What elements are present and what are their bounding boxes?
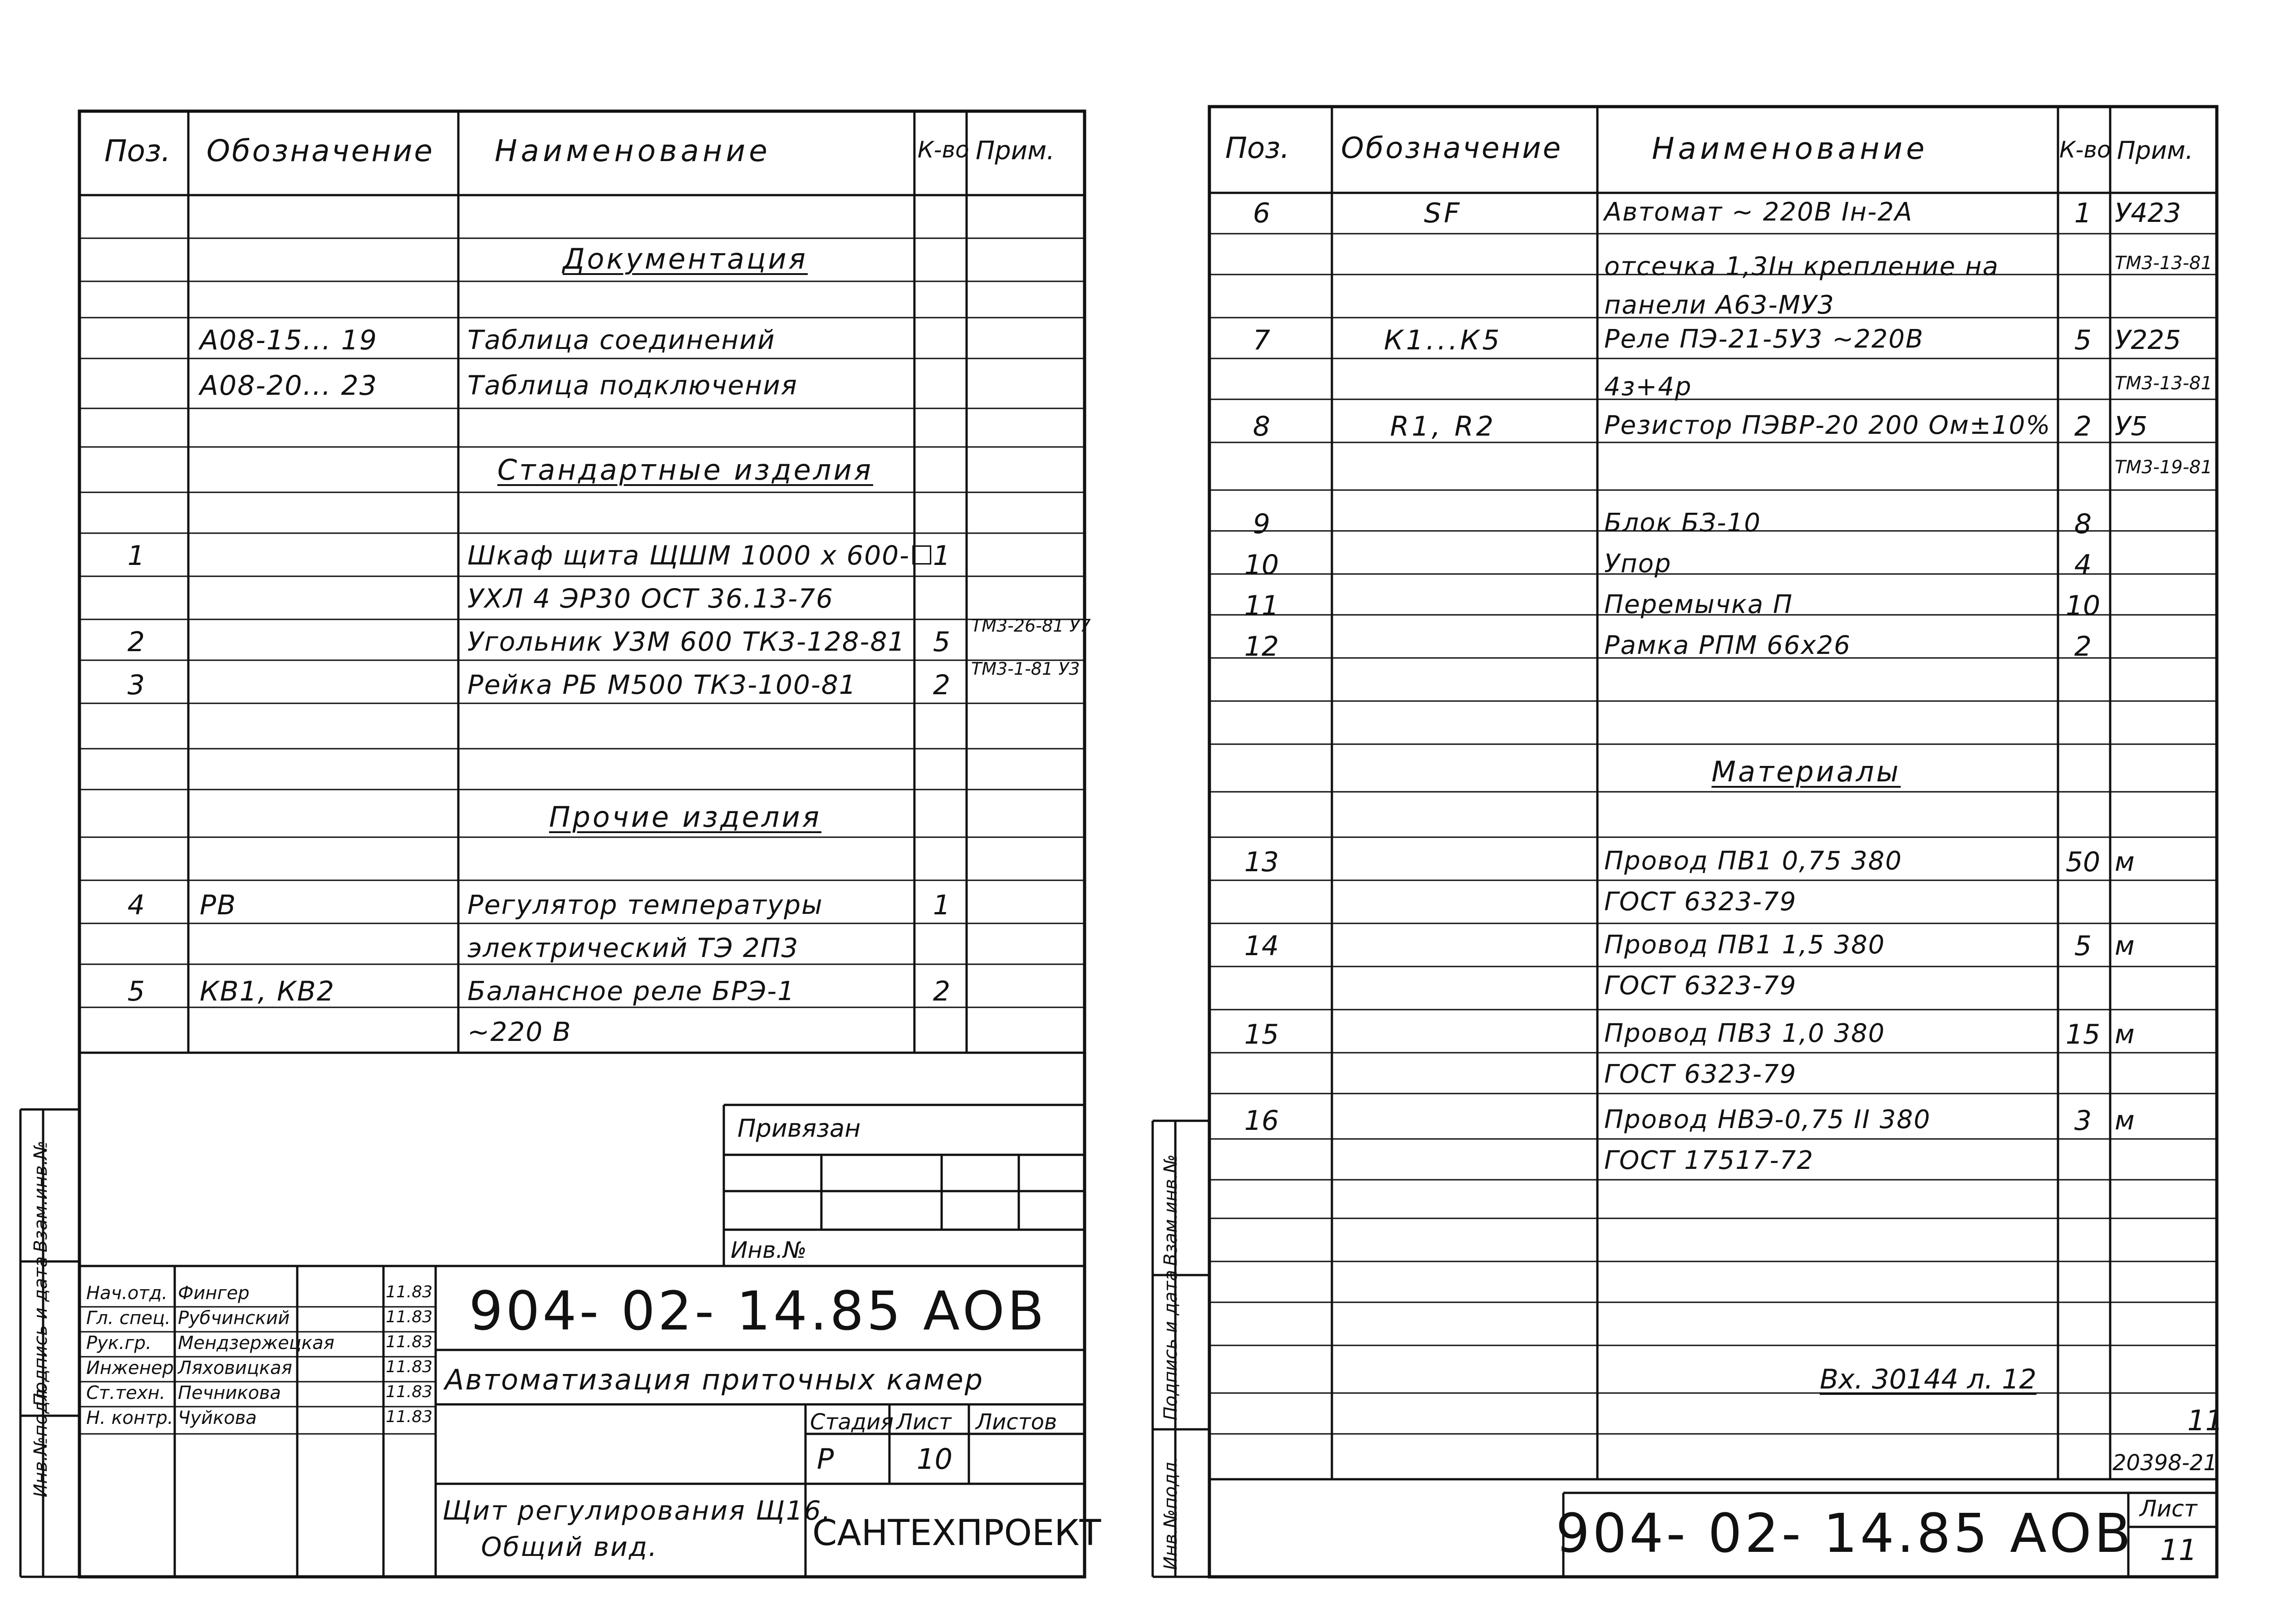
row-qty: 50 (2065, 846, 2101, 878)
row-qty: 8 (2074, 508, 2092, 540)
section-heading: Материалы (1711, 755, 1901, 788)
row-designation: А08-15... 19 (200, 324, 378, 356)
signer-role: Н. контр. (86, 1408, 173, 1428)
left-header-qty: К-во (918, 137, 969, 163)
right-side-label-inv: Инв.№подл. (1160, 1456, 1181, 1570)
left-side-label-inv: Инв.№подл. (30, 1384, 51, 1497)
row-pos: 8 (1252, 411, 1271, 442)
row-qty: 1 (2074, 197, 2092, 229)
signer-date: 11.83 (386, 1408, 433, 1426)
right-header-designation: Обозначение (1341, 132, 1563, 165)
row-note: м (2115, 846, 2135, 877)
row-name: Провод ПВ3 1,0 380 (1604, 1019, 1886, 1048)
row-name: Таблица подключения (467, 370, 798, 401)
stamp-stage-label: Стадия (810, 1409, 894, 1435)
right-header-qty: К-во (2059, 137, 2111, 163)
signer-date: 11.83 (386, 1333, 433, 1351)
row-name: ГОСТ 6323-79 (1604, 971, 1797, 1001)
row-qty: 2 (2074, 411, 2092, 442)
row-qty: 5 (2074, 324, 2092, 356)
row-pos: 9 (1252, 508, 1271, 540)
signer-date: 11.83 (386, 1358, 433, 1376)
stamp-title: Автоматизация приточных камер (445, 1363, 984, 1396)
stamp-code: 904- 02- 14.85 АОВ (469, 1280, 1047, 1342)
stamp-sheet-label: Лист (896, 1409, 952, 1435)
section-heading: Стандартные изделия (497, 453, 874, 486)
stamp-sheets-label: Листов (976, 1409, 1057, 1435)
signer-name: Печникова (178, 1383, 281, 1403)
row-name: Провод НВЭ-0,75 II 380 (1604, 1105, 1931, 1134)
row-name: Автомат ~ 220В Iн-2А (1604, 197, 1913, 227)
row-pos: 12 (1244, 631, 1279, 662)
inv-label: Инв.№ (731, 1237, 807, 1263)
stamp-stage: Р (817, 1442, 834, 1476)
left-header-name: Наименование (495, 133, 771, 168)
signer-date: 11.83 (386, 1308, 433, 1326)
row-designation: А08-20... 23 (200, 370, 378, 402)
row-name: ~220 В (467, 1016, 572, 1047)
row-pos: 11 (1244, 590, 1279, 622)
right-page-number: 11 (2187, 1404, 2223, 1437)
row-note: м (2115, 930, 2135, 961)
row-note: м (2115, 1105, 2135, 1136)
right-header-name: Наименование (1652, 131, 1928, 166)
row-pos: 6 (1252, 197, 1271, 229)
right-side-label-vzam: Взам.инв.№ (1160, 1154, 1181, 1266)
row-designation: К1...К5 (1384, 324, 1503, 356)
row-designation: РВ (200, 889, 237, 921)
right-header-pos: Поз. (1225, 132, 1290, 165)
row-pos: 1 (127, 540, 145, 572)
signer-role: Ст.техн. (86, 1383, 166, 1403)
section-heading: Прочие изделия (549, 800, 822, 834)
stamp-drawing-title-2: Общий вид. (481, 1531, 658, 1562)
left-side-label-vzam: Взам.инв.№ (30, 1140, 51, 1252)
signer-date: 11.83 (386, 1283, 433, 1301)
row-note: м (2115, 1019, 2135, 1050)
left-header-designation: Обозначение (206, 133, 434, 168)
row-name: Шкаф щита ЩШМ 1000 x 600-☐ (467, 540, 935, 571)
row-pos: 2 (127, 626, 145, 658)
row-name: 4з+4р (1604, 372, 1692, 402)
row-qty: 4 (2074, 549, 2092, 581)
right-stamp-code: 904- 02- 14.85 АОВ (1556, 1502, 2134, 1565)
row-designation: SF (1424, 197, 1463, 229)
row-designation: КВ1, КВ2 (200, 976, 335, 1007)
row-name: Угольник У3М 600 ТК3-128-81 (467, 626, 906, 657)
archive-number: 20398-21 (2112, 1450, 2218, 1476)
row-pos: 14 (1244, 930, 1279, 962)
row-note: ТМ3-13-81 (2115, 253, 2213, 274)
signer-name: Ляховицкая (178, 1358, 292, 1379)
row-qty: 15 (2065, 1019, 2101, 1050)
row-qty: 2 (933, 976, 951, 1007)
row-name: Регулятор температуры (467, 889, 823, 920)
row-designation: R1, R2 (1390, 411, 1496, 442)
row-name: УХЛ 4 ЭР30 ОСТ 36.13-76 (467, 583, 834, 614)
row-pos: 3 (127, 669, 145, 701)
row-qty: 10 (2065, 590, 2101, 622)
incoming-stamp: Вх. 30144 л. 12 (1820, 1364, 2037, 1395)
row-note: ТМ3-1-81 У3 (971, 659, 1080, 679)
signer-name: Фингер (178, 1283, 250, 1304)
right-sheet-number: 11 (2160, 1534, 2197, 1567)
row-name: Балансное реле БРЭ-1 (467, 976, 796, 1006)
row-name: Блок БЗ-10 (1604, 508, 1761, 538)
right-side-label-sign: Подпись и дата (1160, 1270, 1181, 1420)
row-name: ГОСТ 6323-79 (1604, 1060, 1797, 1089)
row-name: Провод ПВ1 1,5 380 (1604, 930, 1886, 960)
row-name: Рамка РПМ 66x26 (1604, 631, 1851, 660)
signer-date: 11.83 (386, 1383, 433, 1401)
signer-role: Рук.гр. (86, 1333, 152, 1354)
row-note: ТМ3-19-81 (2115, 457, 2213, 478)
row-pos: 13 (1244, 846, 1279, 878)
signer-name: Чуйкова (178, 1408, 257, 1428)
row-qty: 3 (2074, 1105, 2092, 1137)
row-qty: 5 (2074, 930, 2092, 962)
row-pos: 4 (127, 889, 145, 921)
row-name: ГОСТ 17517-72 (1604, 1146, 1814, 1175)
row-name: Рейка РБ М500 ТК3-100-81 (467, 669, 857, 700)
row-name: Реле ПЭ-21-5У3 ~220В (1604, 324, 1924, 354)
stamp-org: САНТЕХПРОЕКТ (812, 1513, 1101, 1554)
stamp-drawing-title-1: Щит регулирования Щ16. (442, 1495, 832, 1526)
row-name: панели А63-МУ3 (1604, 290, 1835, 320)
row-name: Провод ПВ1 0,75 380 (1604, 846, 1903, 876)
row-note: ТМ3-13-81 (2115, 373, 2213, 394)
row-name: электрический ТЭ 2П3 (467, 932, 799, 963)
row-name: Перемычка П (1604, 590, 1793, 619)
signer-name: Мендзержецкая (178, 1333, 334, 1354)
signer-role: Нач.отд. (86, 1283, 168, 1304)
signer-role: Инженер (86, 1358, 174, 1379)
row-note: У5 (2115, 411, 2148, 442)
row-name: ГОСТ 6323-79 (1604, 887, 1797, 917)
right-header-note: Прим. (2117, 136, 2193, 165)
left-side-label-sign: Подпись и дата (30, 1256, 51, 1407)
signer-role: Гл. спец. (86, 1308, 171, 1329)
row-qty: 2 (933, 669, 951, 701)
row-qty: 5 (933, 626, 951, 658)
row-pos: 10 (1244, 549, 1279, 581)
row-qty: 1 (933, 889, 951, 921)
row-pos: 15 (1244, 1019, 1279, 1050)
row-note: ТМ3-26-81 У7 (971, 616, 1091, 636)
right-sheet-label: Лист (2140, 1496, 2197, 1522)
left-header-pos: Поз. (104, 133, 171, 168)
row-pos: 16 (1244, 1105, 1279, 1137)
row-name: отсечка 1,3Iн крепление на (1604, 252, 1999, 281)
privyazan-label: Привязан (737, 1114, 861, 1143)
row-name: Упор (1604, 549, 1672, 579)
row-pos: 5 (127, 976, 145, 1007)
signer-name: Рубчинский (178, 1308, 290, 1329)
row-note: У423 (2115, 197, 2181, 228)
row-qty: 2 (2074, 631, 2092, 662)
row-note: У225 (2115, 324, 2181, 355)
row-qty: 1 (933, 540, 951, 572)
section-heading: Документация (563, 242, 808, 275)
row-name: Резистор ПЭВР-20 200 Ом±10% (1604, 411, 2051, 440)
left-header-note: Прим. (976, 136, 1055, 166)
row-pos: 7 (1252, 324, 1271, 356)
stamp-sheet: 10 (917, 1442, 953, 1476)
row-name: Таблица соединений (467, 324, 776, 355)
